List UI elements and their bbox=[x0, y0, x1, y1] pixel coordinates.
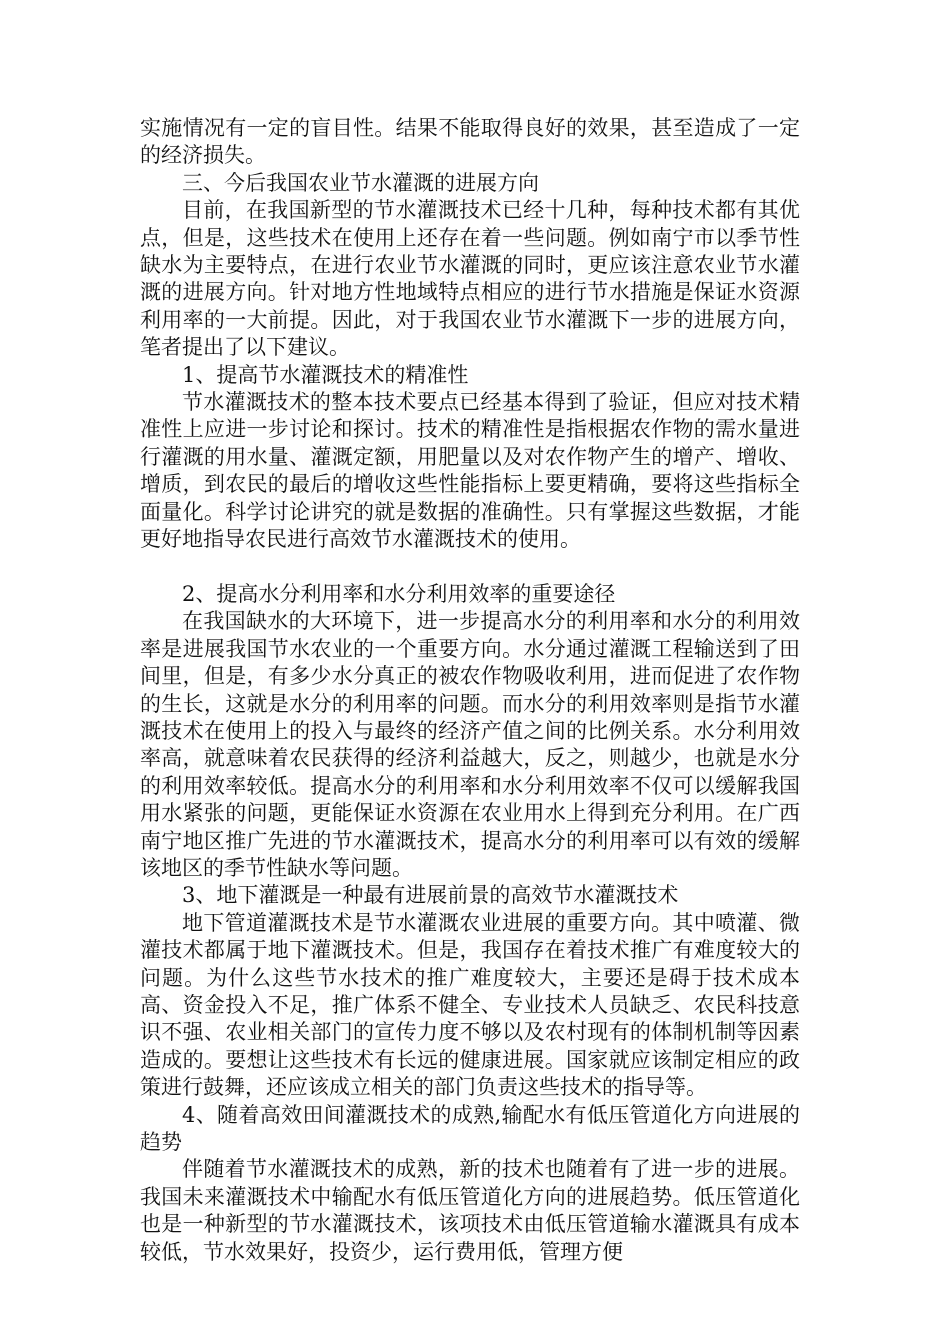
paragraph-low-pressure-pipe: 伴随着节水灌溉技术的成熟，新的技术也随着有了进一步的进展。我国未来灌溉技术中输配水有低压管道化方向的进展趋势。低压管道化也是一种新型的节水灌溉技术，该项技术由低压管道输水灌溉具有成本较低，节水效果好，投资少，运行费用低，管理方便 bbox=[140, 1157, 800, 1264]
document-body bbox=[140, 115, 800, 1266]
paragraph-intro: 目前，在我国新型的节水灌溉技术已经十几种，每种技术都有其优点，但是，这些技术在使用上还存在着一些问题。例如南宁市以季节性缺水为主要特点，在进行农业节水灌溉的同时，更应该注意农业节水灌溉的进展方向。针对地方性地域特点相应的进行节水措施是保证水资源利用率的一大前提。因此，对于我国农业节水灌溉下一步的进展方向，笔者提出了以下建议。 bbox=[140, 198, 800, 360]
paragraph-underground-irrigation: 地下管道灌溉技术是节水灌溉农业进展的重要方向。其中喷灌、微灌技术都属于地下灌溉技术。但是，我国存在着技术推广有难度较大的问题。为什么这些节水技术的推广难度较大，主要还是碍于技术成本高、资金投入不足，推广体系不健全、专业技术人员缺乏、农民科技意识不强、农业相关部门的宣传力度不够以及农村现有的体制机制等因素造成的。要想让这些技术有长远的健康进展。国家就应该制定相应的政策进行鼓舞，还应该成立相关的部门负责这些技术的指导等。 bbox=[140, 910, 800, 1100]
paragraph-precision: 节水灌溉技术的整本技术要点已经基本得到了验证，但应对技术精准性上应进一步讨论和探讨。技术的精准性是指根据农作物的需水量进行灌溉的用水量、灌溉定额，用肥量以及对农作物产生的增产、增收、增质，到农民的最后的增收这些性能指标上要更精确，要将这些指标全面量化。科学讨论讲究的就是数据的准确性。只有掌握这些数据，才能更好地指导农民进行高效节水灌溉技术的使用。 bbox=[140, 390, 800, 552]
section-heading-3: 三、今后我国农业节水灌溉的进展方向 bbox=[182, 170, 539, 195]
blank-line bbox=[140, 554, 800, 581]
subheading-3: 3、地下灌溉是一种最有进展前景的高效节水灌溉技术 bbox=[182, 883, 679, 908]
subheading-2: 2、提高水分利用率和水分利用效率的重要途径 bbox=[182, 581, 616, 606]
paragraph-continuation: 实施情况有一定的盲目性。结果不能取得良好的效果，甚至造成了一定的经济损失。 bbox=[140, 116, 800, 168]
paragraph-water-efficiency: 在我国缺水的大环境下，进一步提高水分的利用率和水分的利用效率是进展我国节水农业的一个重要方向。水分通过灌溉工程输送到了田间里，但是，有多少水分真正的被农作物吸收利用，进而促进了农作物的生长，这就是水分的利用率的问题。而水分的利用效率则是指节水灌溉技术在使用上的投入与最终的经济产值之间的比例关系。水分利用效率高，就意味着农民获得的经济利益越大，反之，则越少，也就是水分的利用效率较低。提高水分的利用率和水分利用效率不仅可以缓解我国用水紧张的问题，更能保证水资源在农业用水上得到充分利用。在广西南宁地区推广先进的节水灌溉技术，提高水分的利用率可以有效的缓解该地区的季节性缺水等问题。 bbox=[140, 609, 800, 880]
subheading-1: 1、提高节水灌溉技术的精准性 bbox=[182, 362, 469, 387]
subheading-4: 4、随着高效田间灌溉技术的成熟,输配水有低压管道化方向进展的趋势 bbox=[140, 1102, 800, 1155]
